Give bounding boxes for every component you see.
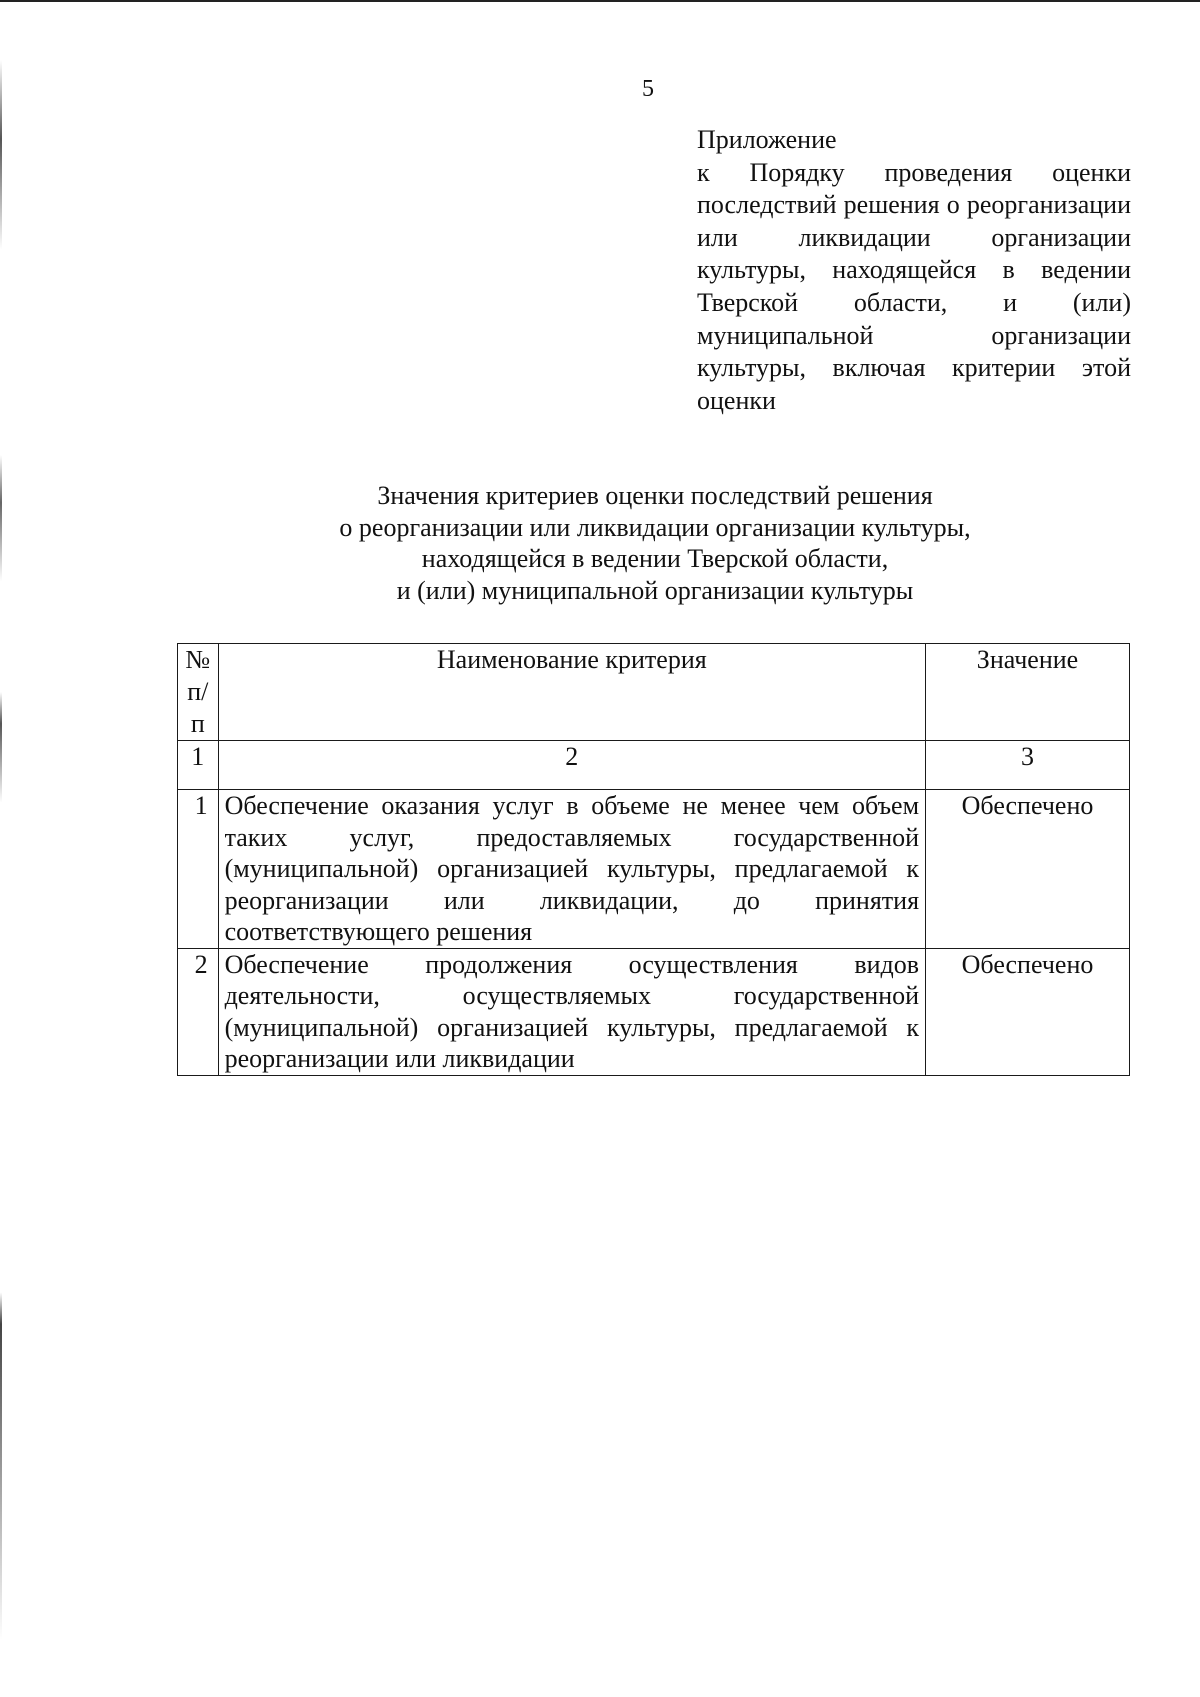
scan-edge-top	[0, 0, 1200, 2]
header-num: № п/п	[178, 644, 219, 741]
document-title-line: и (или) муниципальной организации культуры	[396, 575, 914, 605]
header-name: Наименование критерия	[218, 644, 925, 741]
row-num: 2	[178, 948, 219, 1075]
table-row	[178, 948, 1130, 1075]
table-header-row	[178, 644, 1130, 741]
table-index-row	[178, 741, 1130, 790]
index-cell: 3	[926, 741, 1130, 790]
index-cell: 1	[178, 741, 219, 790]
row-value: Обеспечено	[926, 948, 1130, 1075]
document-title	[180, 480, 1130, 606]
page-number: 5	[642, 76, 654, 102]
row-criterion: Обеспечение оказания услуг в объеме не менее чем объем таких услуг, предоставляемых государственной (муниципальной) организацией культуры, предлагаемой к реорганизации или ликвидации, до принятия соответствующего решения	[218, 790, 925, 949]
appendix-block	[697, 124, 1131, 417]
document-title-line: Значения критериев оценки последствий решения	[377, 481, 933, 510]
table-row	[178, 790, 1130, 949]
document-title-line: о реорганизации или ликвидации организации культуры,	[339, 512, 971, 542]
appendix-text: к Порядку проведения оценки последствий решения о реорганизации или ликвидации организации культуры, находящейся в ведении Тверской области, и (или) муниципальной организации культуры, включая критерии этой оценки	[697, 157, 1131, 415]
header-value: Значение	[926, 644, 1130, 741]
row-num: 1	[178, 790, 219, 949]
row-value: Обеспечено	[926, 790, 1130, 949]
scan-edge-left	[0, 60, 2, 1640]
criteria-table	[177, 643, 1130, 1076]
index-cell: 2	[218, 741, 925, 790]
document-title-line: находящейся в ведении Тверской области,	[421, 544, 889, 573]
row-criterion: Обеспечение продолжения осуществления видов деятельности, осуществляемых государственной (муниципальной) организацией культуры, предлагаемой к реорганизации или ликвидации	[218, 948, 925, 1075]
appendix-title: Приложение	[697, 125, 837, 154]
